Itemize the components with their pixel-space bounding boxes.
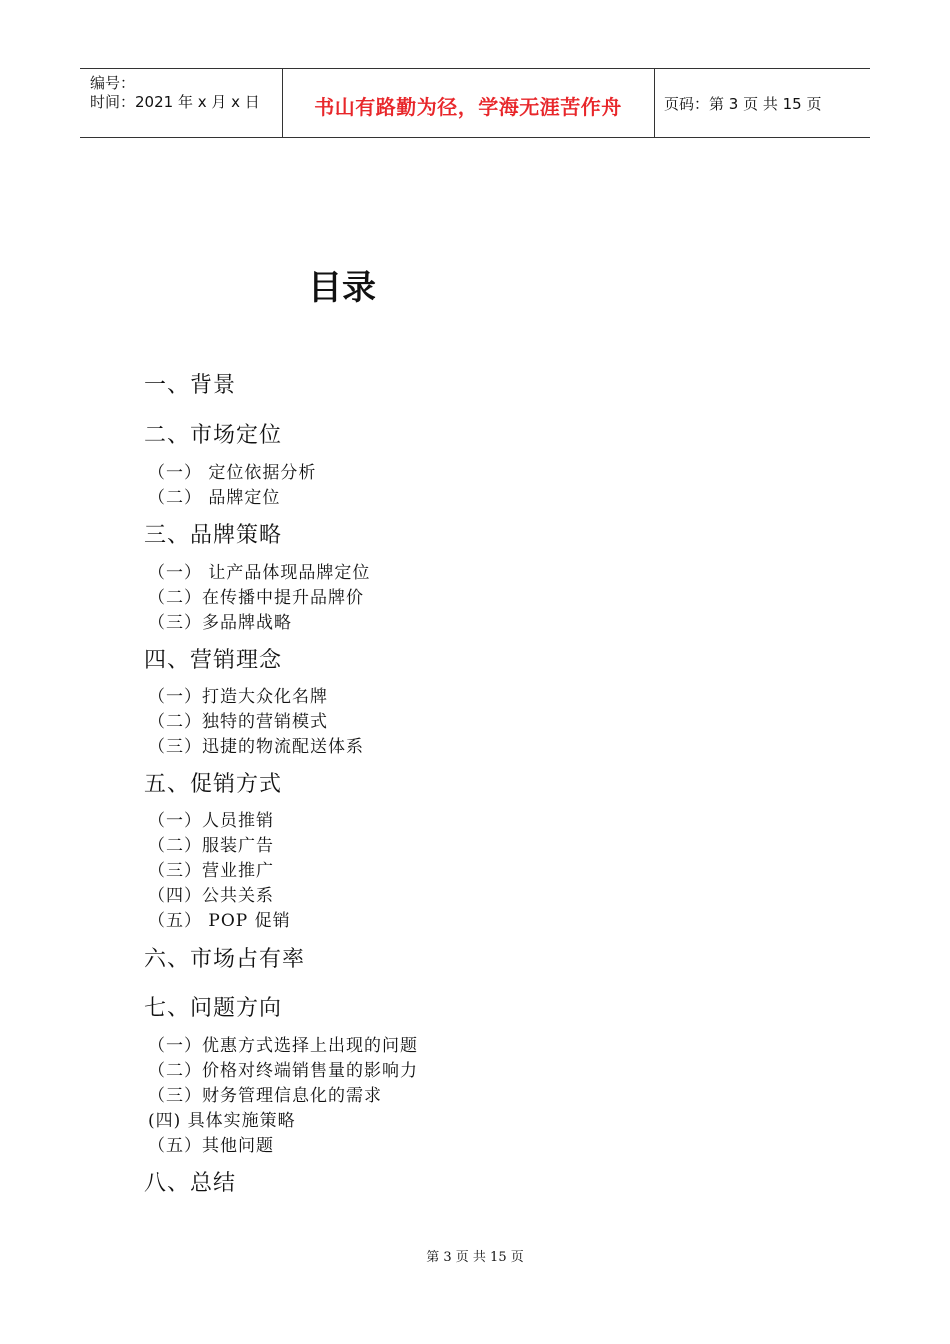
- header-meta-cell: [80, 69, 283, 137]
- toc-section: 八、总结: [144, 1171, 237, 1196]
- time-label: 时间：2021 年 x 月 x 日: [90, 93, 260, 111]
- toc-item: （三）迅捷的物流配送体系: [148, 737, 364, 757]
- toc-item: （二）价格对终端销售量的影响力: [148, 1061, 418, 1081]
- toc-section: 七、问题方向: [144, 996, 283, 1021]
- toc-item: （二）独特的营销模式: [148, 712, 328, 732]
- toc-section: 三、品牌策略: [144, 523, 283, 548]
- toc-section: 五、促销方式: [144, 772, 283, 797]
- toc-item: （五）其他问题: [148, 1136, 274, 1156]
- toc-item: （一）打造大众化名牌: [148, 687, 328, 707]
- header-page-info: 页码：第 3 页 共 15 页: [664, 95, 822, 113]
- toc-section: 六、市场占有率: [144, 947, 306, 972]
- toc-item: （一）优惠方式选择上出现的问题: [148, 1036, 418, 1056]
- toc-item: （三）财务管理信息化的需求: [148, 1086, 382, 1106]
- header-page-cell: [655, 69, 870, 137]
- number-label: 编号：: [90, 74, 136, 92]
- toc-section: 一、背景: [144, 373, 237, 398]
- page-title: 目录: [308, 268, 376, 308]
- toc-item: (四) 具体实施策略: [148, 1111, 296, 1131]
- header-motto-cell: [282, 69, 655, 137]
- page-header: [80, 68, 870, 138]
- toc-item: （五） POP 促销: [148, 911, 291, 931]
- toc-item: （二）在传播中提升品牌价: [148, 588, 364, 608]
- toc-section: 四、营销理念: [144, 648, 283, 673]
- toc-item: （二）服装广告: [148, 836, 274, 856]
- toc-item: （一） 让产品体现品牌定位: [148, 563, 371, 583]
- toc-item: （三）营业推广: [148, 861, 274, 881]
- toc-section: 二、市场定位: [144, 423, 283, 448]
- toc-item: （四）公共关系: [148, 886, 274, 906]
- toc-item: （一）人员推销: [148, 811, 274, 831]
- toc-item: （二） 品牌定位: [148, 488, 281, 508]
- header-motto: 书山有路勤为径，学海无涯苦作舟: [314, 95, 622, 119]
- toc-item: （三）多品牌战略: [148, 613, 292, 633]
- toc-item: （一） 定位依据分析: [148, 463, 317, 483]
- page-footer: 第 3 页 共 15 页: [426, 1250, 524, 1265]
